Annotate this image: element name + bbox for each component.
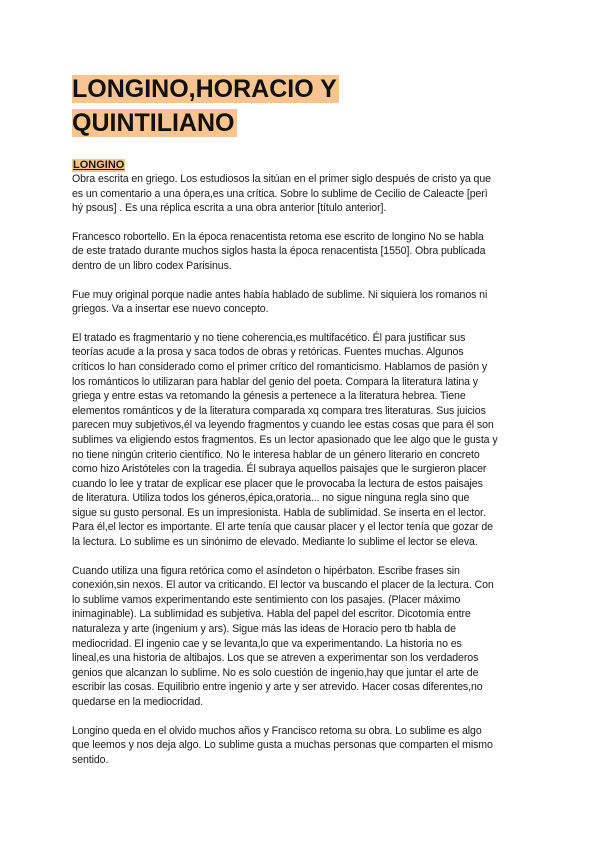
paragraph (72, 724, 532, 768)
paragraph-line: Obra escrita en griego. Los estudiosos la sitúan en el primer siglo después de cristo ya que (72, 173, 491, 185)
paragraph (72, 230, 532, 274)
paragraph-line: sentido. (72, 753, 109, 766)
paragraph-line: El tratado es fragmentario y no tiene coherencia,es multifacético. Él para justificar sus (72, 331, 466, 344)
paragraph-line: griegos. Va a insertar ese nuevo concepto. (72, 303, 269, 316)
title-line-2: QUINTILIANO (72, 109, 235, 137)
paragraph-line: parecen muy subjetivos,él va leyendo fragmentos y cuando lee estas cosas que para él son (72, 419, 494, 432)
paragraph-line: Cuando utiliza una figura retórica como el asíndeton o hipérbaton. Escribe frases sin (72, 564, 460, 577)
paragraph (72, 331, 532, 550)
paragraph-line: griega y entre estas va retomando la génesis a pertenece a la literatura hebrea. Tiene (72, 390, 466, 403)
paragraph-line: como hizo Aristóteles con la tragedia. Él subraya aquellos paisajes que le surgieron placer (72, 463, 487, 476)
paragraph (72, 564, 532, 710)
paragraph-line: Francesco robortello. En la época renacentista retoma ese escrito de longino No se habla (72, 230, 484, 243)
paragraph-line: los románticos lo utilizaran para hablar del genio del poeta. Compara la literatura latina y (72, 375, 478, 388)
paragraph-line: Fue muy original porque nadie antes había hablado de sublime. Ni siquiera los romanos ni (72, 288, 488, 301)
paragraph-line: cuando lo lee y tratar de explicar ese placer que le provocaba la lectura de estos paisajes (72, 477, 483, 490)
page-title (72, 72, 532, 140)
paragraph-line: de este tratado durante muchos siglos hasta la época renacentista [1550]. Obra publicada (72, 245, 486, 258)
paragraph-line: teorías acude a la prosa y saca todos de obras y retóricas. Fuentes muchas. Algunos (72, 346, 464, 359)
paragraph-line: de literatura. Utiliza todos los géneros,épica,oratoria... no sigue ninguna regla sino que (72, 492, 470, 505)
paragraph-line: genios que alcanzan lo sublime. No es solo cuestión de ingenio,hay que juntar el arte de (72, 666, 479, 679)
paragraph-line: inimaginable). La sublimidad es subjetiva. Habla del papel del escritor. Dicotomía entre (72, 608, 471, 621)
paragraph-line: quedarse en la mediocridad. (72, 696, 203, 708)
paragraph (72, 172, 532, 216)
paragraph-line: hý psous] . Es una réplica escrita a una obra anterior [título anterior]. (72, 202, 387, 215)
paragraph-line: lo sublime vamos experimentando este sentimiento con los pasajes. (Placer máximo (72, 593, 461, 606)
paragraph-line: es un comentario a una ópera,es una crítica. Sobre lo sublime de Cecilio de Caleacte [perì (72, 187, 488, 200)
body-text (72, 172, 532, 781)
paragraph-line: no tiene ningún criterio científico. No le interesa hablar de un género literario en concreto (72, 448, 480, 461)
paragraph-line: sublimes va eligiendo estos fragmentos. Es un lector apasionado que lee algo que le gusta y (72, 433, 498, 446)
paragraph-line: Para él,el lector es importante. El arte tenía que causar placer y el lector tenía que gozar de (72, 521, 493, 534)
paragraph-line: conexión,sin nexos. El autor va criticando. El lector va buscando el placer de la lectura. Con (72, 579, 494, 592)
paragraph-line: escribir las cosas. Equilibrio entre ingenio y arte y ser atrevido. Hacer cosas diferentes,no (72, 681, 483, 694)
paragraph-line: mediocridad. El ingenio cae y se levanta,lo que va experimentando. La historia no es (72, 637, 462, 650)
paragraph-line: sigue su gusto personal. Es un impresionista. Habla de sublimidad. Se inserta en el lector. (72, 506, 486, 519)
paragraph-line: que leemos y nos deja algo. Lo sublime gusta a muchas personas que comparten el mismo (72, 739, 493, 752)
paragraph-line: elementos románticos y de la literatura comparada xq compara tres literaturas. Sus juicios (72, 404, 486, 417)
paragraph-line: dentro de un libro codex Parisinus. (72, 259, 232, 272)
paragraph-line: lineal,es una historia de altibajos. Los que se atreven a experimentar son los verdaderos (72, 652, 479, 665)
paragraph-line: Longino queda en el olvido muchos años y Francisco retoma su obra. Lo sublime es algo (72, 724, 482, 737)
paragraph-line: la lectura. Lo sublime es un sinónimo de elevado. Mediante lo sublime el lector se eleva. (72, 536, 478, 549)
section-heading-longino: LONGINO (73, 159, 125, 171)
title-line-1: LONGINO,HORACIO Y (72, 75, 337, 103)
paragraph-line: naturaleza y arte (ingenium y ars). Sigue más las ideas de Horacio pero tb habla de (72, 623, 456, 636)
paragraph-line: críticos lo han considerado como el primer crítico del romanticismo. Hablamos de pasión y (72, 360, 488, 373)
paragraph (72, 288, 532, 317)
